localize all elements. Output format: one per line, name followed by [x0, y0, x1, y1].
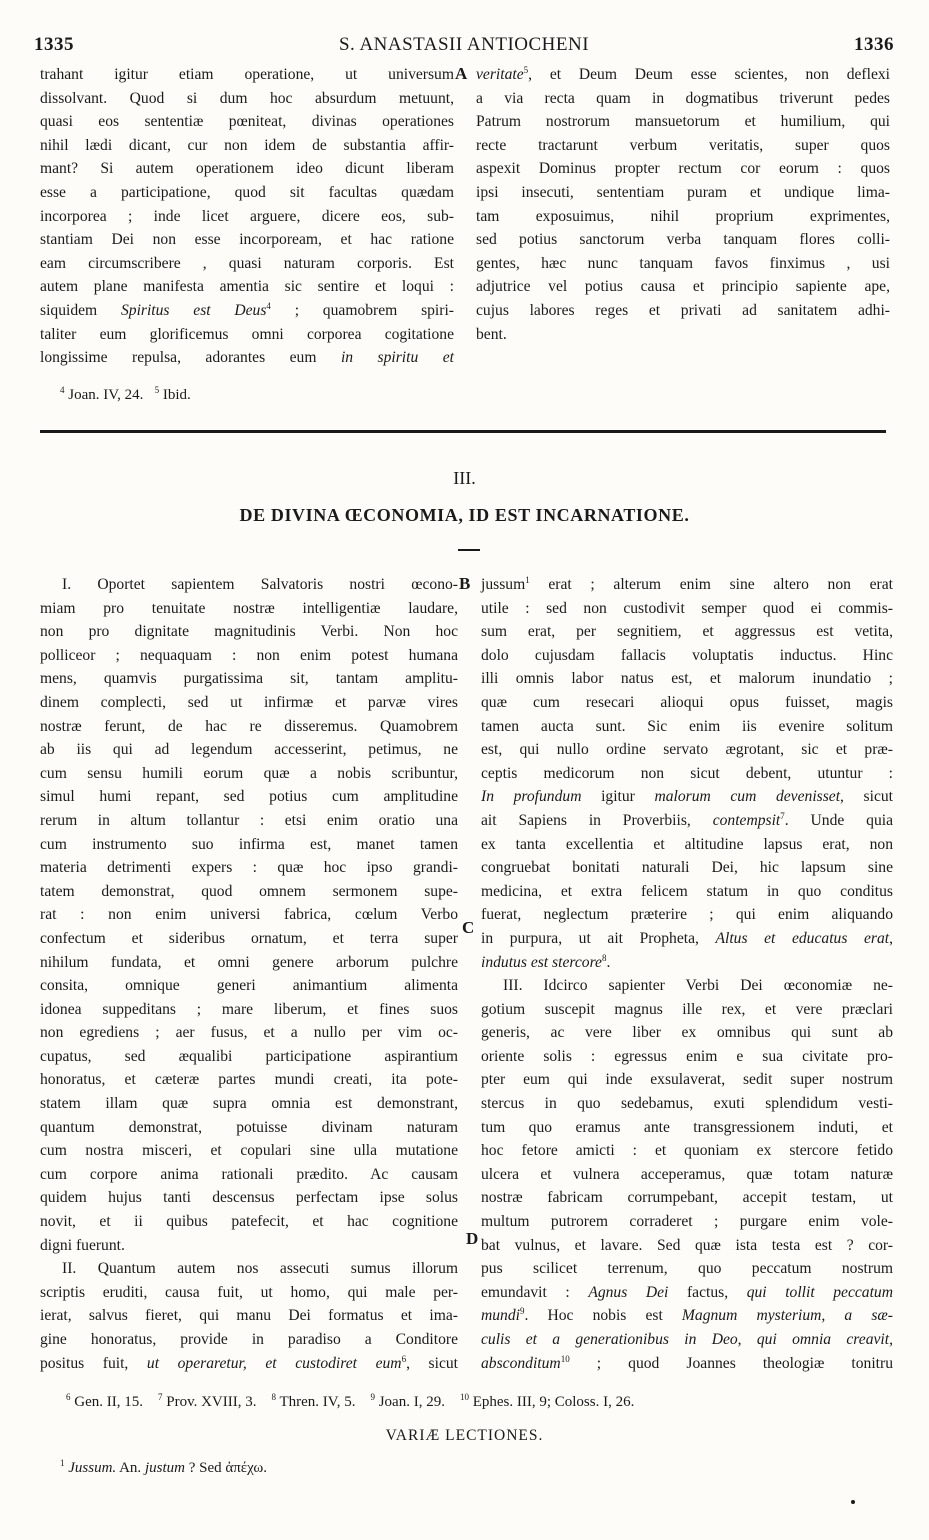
- text-line: indutus est stercore$^8$.: [481, 952, 611, 971]
- text-line: rerum in altum tollantur : etsi enim oratio una: [40, 811, 458, 829]
- text-line: stercus in quo sedebamus, exuti splendidum vesti-: [481, 1095, 893, 1113]
- text-line: sum erat, per segnitiem, et aggressus est vetita,: [481, 623, 893, 641]
- text-line: utile : sed non custodivit semper quod ei commis-: [481, 599, 893, 617]
- text-line: simul humi repant, sed potius cum amplitudine: [40, 788, 458, 806]
- text-line: bent.: [476, 325, 507, 343]
- text-line: miam pro tenuitate nostræ intelligentiæ laudare,: [40, 599, 458, 617]
- margin-marker-c: C: [462, 918, 475, 937]
- text-line: polliceor ; nequaquam : non enim potest humana: [40, 646, 458, 664]
- text-line: dolo cujusdam fallacis voluptatis inductus. Hinc: [481, 646, 893, 664]
- text-line: veritate$^5$, et Deum Deum esse scientes, non deflexi: [476, 64, 890, 83]
- text-line: dinem complecti, sed ut infirmæ et parvæ vires: [40, 693, 458, 711]
- column-right-bottom: [481, 573, 893, 1375]
- text-line: dissolvant. Quod si dum hoc absurdum metuunt,: [40, 89, 454, 107]
- text-line: sed potius sanctorum verba tanquam flores colli-: [476, 231, 890, 249]
- text-line: est, qui nullo ordine servato ægrotant, sic et præ-: [481, 741, 893, 759]
- text-line: cum corpore anima rationali prædito. Ac causam: [40, 1165, 458, 1183]
- text-line: pter eum qui inde exsulaverat, sedit super nostrum: [481, 1071, 893, 1089]
- column-left-top: [40, 63, 454, 370]
- column-left-bottom: [40, 573, 458, 1375]
- text-line: tam exposuimus, nihil proprium exprimentes,: [476, 207, 890, 225]
- text-line: tamen aucta sunt. Sic enim iis evenire solitum: [481, 717, 893, 735]
- text-line: eam circumscribere , quasi naturam corporis. Est: [40, 254, 454, 272]
- section-title: DE DIVINA ŒCONOMIA, ID EST INCARNATIONE.: [239, 505, 690, 525]
- text-line: absconditum$^{10}$ ; quod Joannes theologiæ tonitru: [481, 1353, 893, 1372]
- text-line: rat : non enim universi fabrica, cœlum Verbo: [40, 906, 458, 924]
- text-line: congruebat bonitati naturali Dei, hic lapsum sine: [481, 859, 893, 877]
- margin-marker-d: D: [466, 1229, 479, 1248]
- text-line: emundavit : Agnus Dei factus, qui tollit peccatum: [481, 1283, 893, 1301]
- title-dash: [458, 549, 480, 551]
- text-line: non pro dignitate magnitudinis Verbi. Non hoc: [40, 623, 458, 641]
- text-line: quæ cum resecari alioqui opus fuisset, magis: [481, 693, 893, 711]
- text-line: a via recta quam in dogmatibus triverunt pedes: [476, 89, 890, 107]
- text-line: mant? Si autem operationem ideo dicunt liberam: [40, 160, 454, 178]
- text-line: ceptis medicorum non sicut debent, utuntur :: [481, 764, 893, 782]
- text-line: nihil lædi dicant, cur non idem de substantia affir-: [40, 136, 454, 154]
- text-line: cupatus, sed æqualibi participatione aspirantium: [40, 1047, 458, 1065]
- text-line: in purpura, ut ait Propheta, Altus et educatus erat,: [481, 929, 893, 947]
- text-line: nostræ ferunt, de hac re disseremus. Quamobrem: [40, 717, 458, 735]
- text-line: generis, ac vere liber ex omnibus qui sunt ab: [481, 1024, 893, 1042]
- text-line: hoc fetore amicti : et quoniam ex stercore fetido: [481, 1142, 893, 1160]
- text-line: multum putrorem corraderet ; purgare enim vole-: [481, 1213, 893, 1231]
- text-line: nihilum fundata, et omni genere arborum pulchre: [40, 953, 458, 971]
- text-line: nostræ fabricam corrumpebant, accepit testam, ut: [481, 1189, 893, 1207]
- section-number: III.: [453, 468, 476, 488]
- text-line: quasi eos sententiæ pœniteat, divinas operationes: [40, 113, 454, 131]
- text-line: ipsi insecuti, sententiam puram et undique lima-: [476, 183, 890, 201]
- margin-marker-b: B: [459, 574, 471, 593]
- section-divider: [40, 430, 886, 433]
- text-line: ulcera et vulnera acceperamus, quæ totam naturæ: [481, 1165, 893, 1183]
- text-line: culis et a generationibus in Deo, qui omnia creavit,: [481, 1331, 893, 1348]
- text-line: confectum et sideribus ornatum, et terra super: [40, 929, 458, 947]
- page-number-right: 1336: [854, 34, 894, 55]
- margin-marker-a: A: [455, 64, 468, 83]
- text-line: gine honoratus, provide in paradiso a Conditore: [40, 1331, 458, 1348]
- text-line: ierat, salvus fieret, qui manu Dei formatus et ima-: [40, 1307, 458, 1325]
- text-line: novit, et ii quibus patefecit, et hac cognitione: [40, 1213, 458, 1231]
- text-line: bat vulnus, et lavare. Sed quæ ista testa est ? cor-: [481, 1236, 893, 1254]
- text-line: non egrediens ; aer fusus, et a nullo per vim oc-: [40, 1024, 458, 1042]
- text-line: positus fuit, ut operaretur, et custodiret eum$^6$, sicut: [40, 1353, 459, 1372]
- text-line: oriente solis : egressus enim e sua civitate pro-: [481, 1047, 893, 1065]
- ink-dot: [851, 1500, 855, 1504]
- text-line: gotium suscepit magnus ille rex, et vere præclari: [481, 1000, 893, 1018]
- text-line: statem illam quæ supra omnia est demonstrant,: [40, 1095, 458, 1113]
- text-line: jussum$^1$ erat ; alterum enim sine altero non erat: [481, 574, 893, 593]
- text-line: In profundum igitur malorum cum devenisset, sicut: [481, 788, 893, 806]
- text-line: idonea suppeditans ; mare liberum, et fines suos: [40, 1000, 458, 1018]
- text-line: fuerat, neglectum præterire ; qui enim aliquando: [481, 906, 893, 924]
- text-line: consita, omnique generi animantium alimenta: [40, 977, 458, 995]
- text-line: scriptis eruditi, causa fuit, ut homo, qui male per-: [40, 1283, 458, 1301]
- text-line: cum instrumento suo infirma est, manet tamen: [40, 835, 458, 853]
- text-line: Patrum nostrorum mansuetorum et humilium, qui: [476, 113, 890, 131]
- text-line: II. Quantum autem nos assecuti sumus illorum: [62, 1260, 458, 1278]
- text-line: adjutrice vel potius causa et principio sapiente ape,: [476, 278, 890, 296]
- footnote-top: $^4$ Joan. IV, 24. $^5$ Ibid.: [60, 385, 191, 403]
- text-line: III. Idcirco sapienter Verbi Dei œconomiæ ne-: [503, 977, 893, 995]
- text-line: trahant igitur etiam operatione, ut universum: [40, 66, 454, 83]
- text-line: stantiam Dei non esse incorpoream, et hac ratione: [40, 231, 454, 249]
- text-line: cujus labores reges et privati ad sanitatem adhi-: [476, 301, 890, 319]
- text-line: esse a participatione, quod sit facultas quædam: [40, 183, 454, 201]
- text-line: digni fuerunt.: [40, 1236, 125, 1254]
- text-line: mens, quamvis purgatissima sit, tantam amplitu-: [40, 670, 458, 688]
- text-line: incorporea ; inde licet arguere, dicere eos, sub-: [40, 207, 454, 225]
- text-line: I. Oportet sapientem Salvatoris nostri œcono-: [62, 576, 458, 593]
- text-line: ex tanta excellentia et altitudine lapsus erat, non: [481, 835, 893, 853]
- text-line: taliter eum glorificemus omni corporea cogitatione: [40, 325, 454, 343]
- text-line: tum quo eramus ante transgressionem induti, et: [481, 1118, 893, 1136]
- text-line: recte tractarunt verbum veritatis, super quos: [476, 136, 890, 154]
- text-line: quantum demonstrat, potuisse divinam naturam: [40, 1118, 458, 1136]
- text-line: ab iis qui ad legendum accesserint, petimus, ne: [40, 741, 458, 759]
- text-line: quidem hujus tanti descensus perfectam ipse solus: [40, 1189, 458, 1207]
- text-line: autem plane manifesta amentia sic sentire et loqui :: [40, 278, 454, 296]
- text-line: mundi$^9$. Hoc nobis est Magnum mysterium, a sæ-: [481, 1306, 893, 1325]
- footnotes-bottom: $^6$ Gen. II, 15. $^7$ Prov. XVIII, 3. $^8$ Thren. IV, 5. $^9$ Joan. I, 29. $^{10}$ Ephes. III, 9; Coloss. I, 26.: [66, 1392, 635, 1410]
- text-line: materia detrimenti expers : quæ hoc ipso grandi-: [40, 859, 458, 877]
- text-line: honoratus, et cæteræ partes mundi creati, ita pote-: [40, 1071, 458, 1089]
- variant-note: $^1$ Jussum. An. justum ? Sed ἀπέχω.: [60, 1458, 268, 1476]
- page-header: [34, 34, 894, 60]
- text-line: cum nostra misceri, et copulari sine ulla mutatione: [40, 1142, 458, 1160]
- text-line: longissime repulsa, adorantes eum in spiritu et: [40, 349, 454, 367]
- text-line: tatem demonstrat, quod omnem sermonem supe-: [40, 882, 458, 900]
- column-right-top: [476, 63, 890, 346]
- text-line: siquidem Spiritus est Deus$^4$ ; quamobrem spiri-: [40, 300, 454, 319]
- running-title: S. ANASTASII ANTIOCHENI: [338, 34, 590, 55]
- text-line: illi omnis labor natus est, et malorum inundatio ;: [481, 670, 893, 688]
- text-line: cum sensu humili eorum quæ a nobis scribuntur,: [40, 764, 458, 782]
- page-number-left: 1335: [34, 34, 74, 55]
- text-line: ait Sapiens in Proverbiis, contempsit$^7$. Unde quia: [481, 810, 893, 829]
- text-line: aspexit Dominus propter rectum cor eorum : quos: [476, 160, 890, 178]
- variae-lectiones-heading: VARIÆ LECTIONES.: [385, 1427, 544, 1444]
- text-line: medicina, et extra felicem statum in quo conditus: [481, 882, 893, 900]
- text-line: pus scilicet terrenum, quo peccatum nostrum: [481, 1260, 893, 1278]
- text-line: gentes, hæc nunc tanquam favos finximus , usi: [476, 254, 890, 272]
